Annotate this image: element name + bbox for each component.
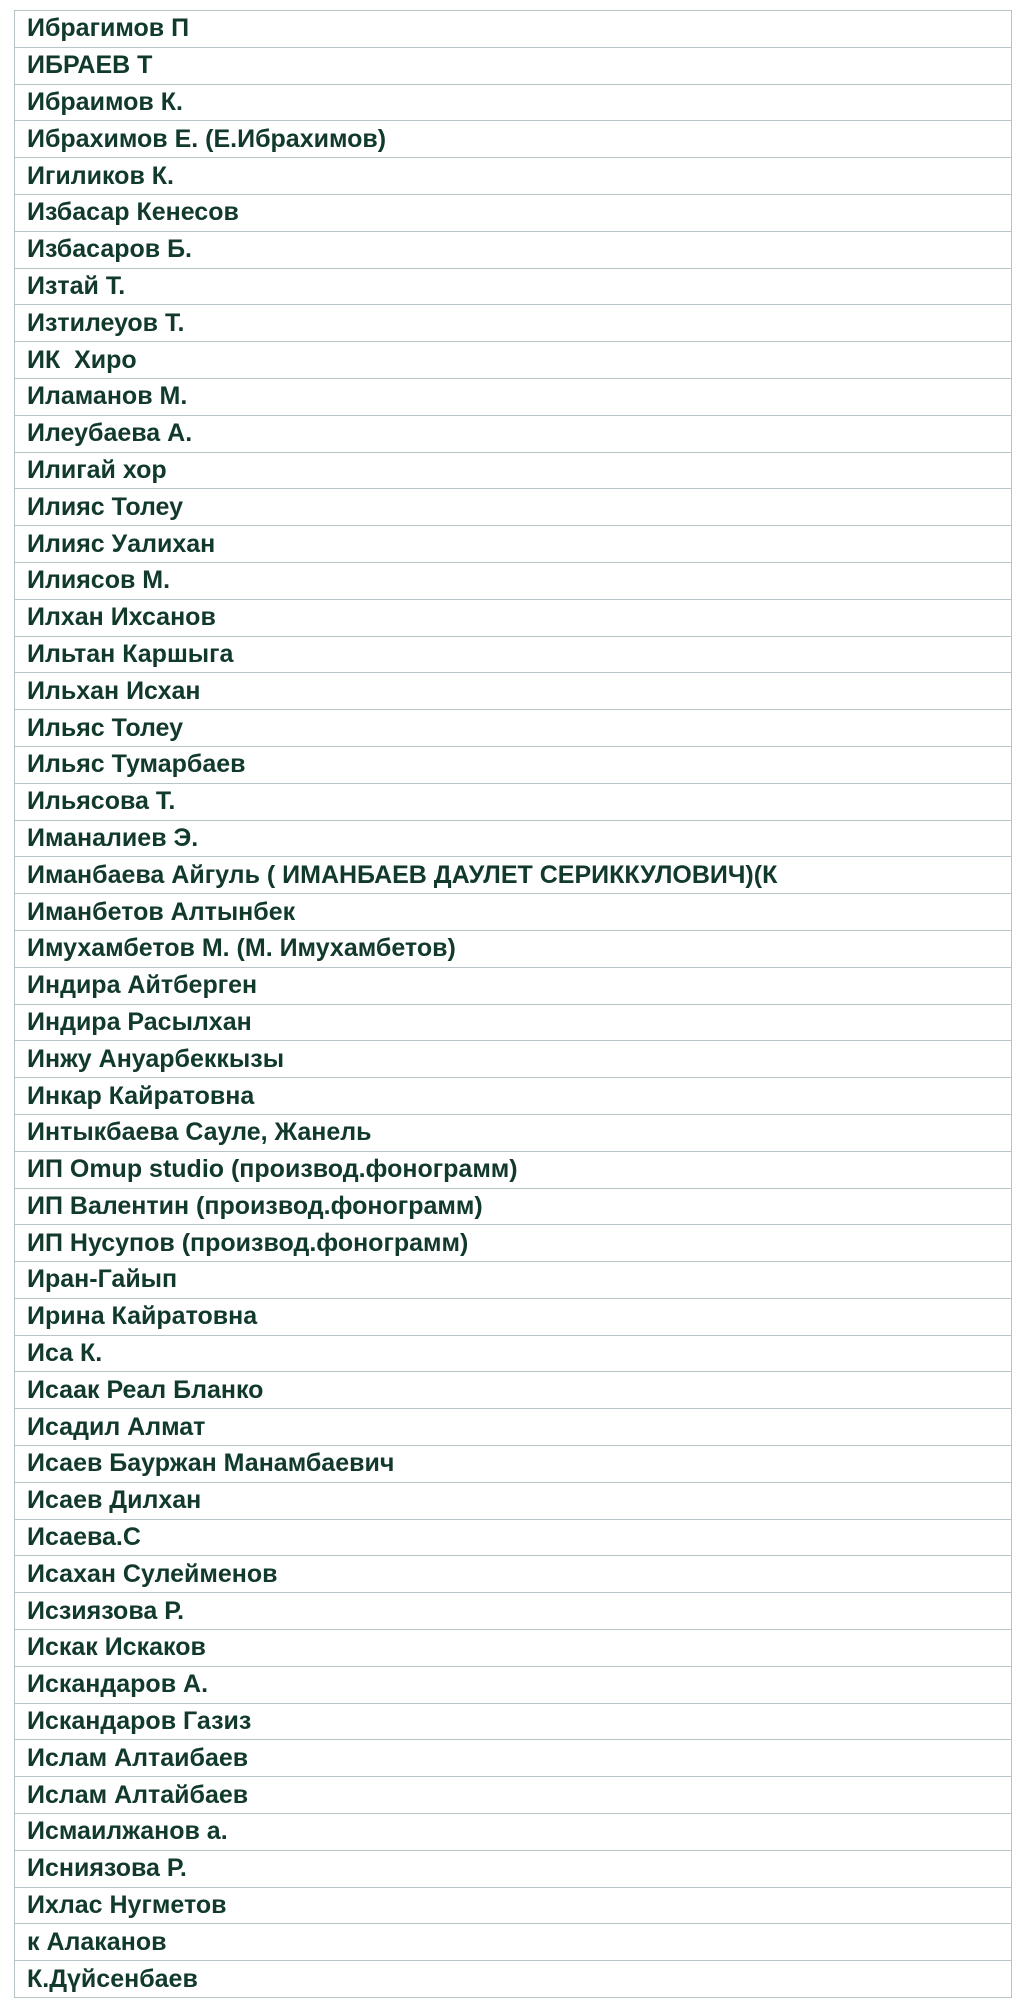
- name-cell[interactable]: Исаак Реал Бланко: [15, 1372, 1012, 1409]
- table-row: [15, 1225, 1012, 1262]
- name-cell[interactable]: ИК Хиро: [15, 342, 1012, 379]
- table-row: [15, 1961, 1012, 1998]
- name-cell[interactable]: Искак Искаков: [15, 1630, 1012, 1667]
- table-row: [15, 1593, 1012, 1630]
- name-cell[interactable]: Ислам Алтаибаев: [15, 1740, 1012, 1777]
- name-cell[interactable]: Ихлас Нугметов: [15, 1887, 1012, 1924]
- table-row: [15, 1078, 1012, 1115]
- table-row: [15, 489, 1012, 526]
- name-cell[interactable]: Ильяс Тумарбаев: [15, 746, 1012, 783]
- table-row: [15, 1924, 1012, 1961]
- name-cell[interactable]: Иса К.: [15, 1335, 1012, 1372]
- table-row: [15, 1630, 1012, 1667]
- table-row: [15, 47, 1012, 84]
- name-cell[interactable]: к Алаканов: [15, 1924, 1012, 1961]
- table-row: [15, 894, 1012, 931]
- table-row: [15, 1188, 1012, 1225]
- table-row: [15, 1335, 1012, 1372]
- table-row: [15, 1151, 1012, 1188]
- table-row: [15, 783, 1012, 820]
- table-row: [15, 746, 1012, 783]
- names-table-body: [15, 11, 1012, 1998]
- name-cell[interactable]: Изтай Т.: [15, 268, 1012, 305]
- table-row: [15, 378, 1012, 415]
- table-row: [15, 526, 1012, 563]
- name-cell[interactable]: Игиликов К.: [15, 158, 1012, 195]
- names-table: [14, 10, 1012, 1998]
- name-cell[interactable]: Избасаров Б.: [15, 231, 1012, 268]
- table-row: [15, 1409, 1012, 1446]
- table-row: [15, 415, 1012, 452]
- name-cell[interactable]: Илиясов М.: [15, 562, 1012, 599]
- name-cell[interactable]: Ибраимов К.: [15, 84, 1012, 121]
- name-cell[interactable]: Илигай хор: [15, 452, 1012, 489]
- name-cell[interactable]: Искандаров Газиз: [15, 1703, 1012, 1740]
- table-row: [15, 1114, 1012, 1151]
- table-row: [15, 1041, 1012, 1078]
- name-cell[interactable]: Исадил Алмат: [15, 1409, 1012, 1446]
- table-row: [15, 1814, 1012, 1851]
- name-cell[interactable]: Ильясова Т.: [15, 783, 1012, 820]
- table-row: [15, 1887, 1012, 1924]
- table-row: [15, 84, 1012, 121]
- name-cell[interactable]: Исаев Дилхан: [15, 1482, 1012, 1519]
- name-cell[interactable]: Интыкбаева Сауле, Жанель: [15, 1114, 1012, 1151]
- name-cell[interactable]: Исмаилжанов а.: [15, 1814, 1012, 1851]
- name-cell[interactable]: Исаева.С: [15, 1519, 1012, 1556]
- table-row: [15, 342, 1012, 379]
- name-cell[interactable]: Ибрахимов Е. (Е.Ибрахимов): [15, 121, 1012, 158]
- name-cell[interactable]: Исниязова Р.: [15, 1850, 1012, 1887]
- name-cell[interactable]: Индира Айтберген: [15, 967, 1012, 1004]
- name-cell[interactable]: Исаев Бауржан Манамбаевич: [15, 1446, 1012, 1483]
- name-cell[interactable]: Исзиязова Р.: [15, 1593, 1012, 1630]
- name-cell[interactable]: Ильхан Исхан: [15, 673, 1012, 710]
- table-row: [15, 1298, 1012, 1335]
- table-row: [15, 1556, 1012, 1593]
- name-cell[interactable]: Илеубаева А.: [15, 415, 1012, 452]
- name-cell[interactable]: К.Дүйсенбаев: [15, 1961, 1012, 1998]
- table-row: [15, 710, 1012, 747]
- table-row: [15, 673, 1012, 710]
- table-row: [15, 1262, 1012, 1299]
- name-cell[interactable]: Ильтан Каршыга: [15, 636, 1012, 673]
- table-row: [15, 1446, 1012, 1483]
- name-cell[interactable]: Иманалиев Э.: [15, 820, 1012, 857]
- table-row: [15, 194, 1012, 231]
- name-cell[interactable]: Илхан Ихсанов: [15, 599, 1012, 636]
- table-row: [15, 11, 1012, 48]
- name-cell[interactable]: Иманбаева Айгуль ( ИМАНБАЕВ ДАУЛЕТ СЕРИККУЛОВИЧ)(К: [15, 857, 1012, 894]
- name-cell[interactable]: Исахан Сулейменов: [15, 1556, 1012, 1593]
- name-cell[interactable]: ИП Валентин (производ.фонограмм): [15, 1188, 1012, 1225]
- table-row: [15, 158, 1012, 195]
- table-row: [15, 121, 1012, 158]
- table-row: [15, 599, 1012, 636]
- name-cell[interactable]: Ильяс Толеу: [15, 710, 1012, 747]
- table-row: [15, 1740, 1012, 1777]
- table-row: [15, 1482, 1012, 1519]
- table-row: [15, 231, 1012, 268]
- name-cell[interactable]: ИП Нусупов (производ.фонограмм): [15, 1225, 1012, 1262]
- name-cell[interactable]: Изтилеуов Т.: [15, 305, 1012, 342]
- table-row: [15, 305, 1012, 342]
- name-cell[interactable]: ИП Omup studio (производ.фонограмм): [15, 1151, 1012, 1188]
- name-cell[interactable]: Имухамбетов М. (М. Имухамбетов): [15, 930, 1012, 967]
- table-row: [15, 820, 1012, 857]
- table-row: [15, 1703, 1012, 1740]
- name-cell[interactable]: Илияс Уалихан: [15, 526, 1012, 563]
- name-cell[interactable]: Ибрагимов П: [15, 11, 1012, 48]
- name-cell[interactable]: ИБРАЕВ Т: [15, 47, 1012, 84]
- name-cell[interactable]: Инжу Ануарбеккызы: [15, 1041, 1012, 1078]
- name-cell[interactable]: Илияс Толеу: [15, 489, 1012, 526]
- name-cell[interactable]: Иран-Гайып: [15, 1262, 1012, 1299]
- name-cell[interactable]: Иламанов М.: [15, 378, 1012, 415]
- table-row: [15, 1666, 1012, 1703]
- table-row: [15, 1372, 1012, 1409]
- table-row: [15, 636, 1012, 673]
- name-cell[interactable]: Ирина Кайратовна: [15, 1298, 1012, 1335]
- table-row: [15, 1519, 1012, 1556]
- table-row: [15, 1004, 1012, 1041]
- table-row: [15, 562, 1012, 599]
- name-cell[interactable]: Индира Расылхан: [15, 1004, 1012, 1041]
- table-row: [15, 452, 1012, 489]
- table-row: [15, 930, 1012, 967]
- table-row: [15, 857, 1012, 894]
- table-row: [15, 1850, 1012, 1887]
- name-cell[interactable]: Иманбетов Алтынбек: [15, 894, 1012, 931]
- name-cell[interactable]: Избасар Кенесов: [15, 194, 1012, 231]
- table-row: [15, 1777, 1012, 1814]
- name-cell[interactable]: Ислам Алтайбаев: [15, 1777, 1012, 1814]
- table-row: [15, 268, 1012, 305]
- name-cell[interactable]: Искандаров А.: [15, 1666, 1012, 1703]
- table-row: [15, 967, 1012, 1004]
- name-cell[interactable]: Инкар Кайратовна: [15, 1078, 1012, 1115]
